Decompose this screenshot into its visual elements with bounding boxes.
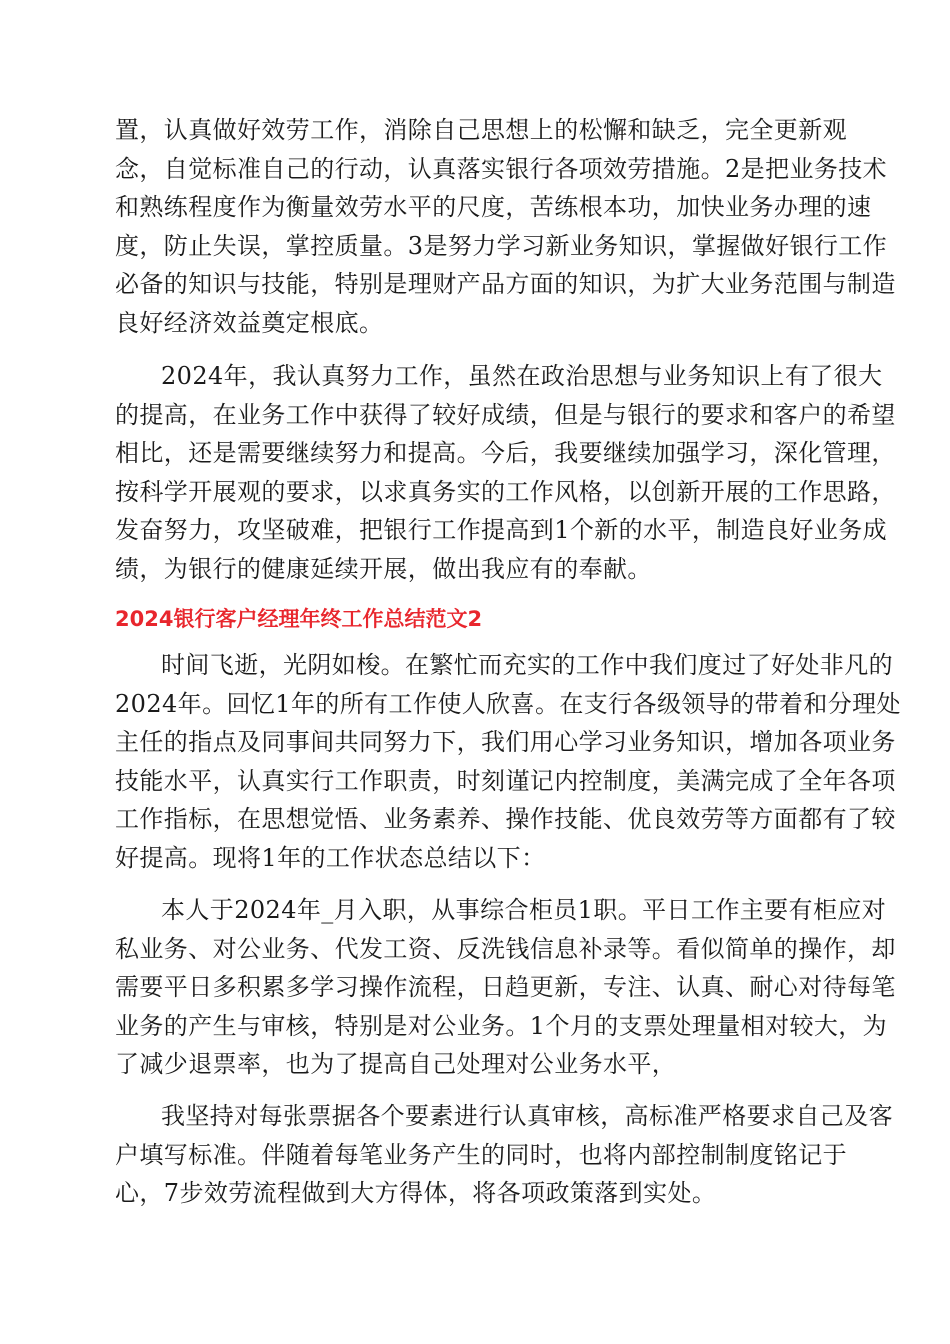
text-line: 我坚持对每张票据各个要素进行认真审核，高标准严格要求自己及客 [161,1102,893,1130]
text-line: 绩，为银行的健康延续开展，做出我应有的奉献。 [115,554,652,583]
text-line: 念，自觉标准自己的行动，认真落实银行各项效劳措施。2是把业务技术 [115,154,888,183]
section-heading: 2024银行客户经理年终工作总结范文2 [115,607,483,631]
paragraph-3 [115,646,901,878]
text-line: 2024年。回忆1年的所有工作使人欣喜。在支行各级领导的带着和分理处 [115,689,901,718]
text-line: 业务的产生与审核，特别是对公业务。1个月的支票处理量相对较大，为 [115,1011,888,1040]
text-line: 私业务、对公业务、代发工资、反洗钱信息补录等。看似简单的操作，却 [115,934,896,963]
text-line: 主任的指点及同事间共同努力下，我们用心学习业务知识，增加各项业务 [115,728,896,757]
text-line: 2024年，我认真努力工作，虽然在政治思想与业务知识上有了很大 [161,362,883,390]
text-line: 本人于2024年_月入职，从事综合柜员1职。平日工作主要有柜应对 [161,896,887,924]
paragraph-5 [115,1097,893,1213]
text-line: 户填写标准。伴随着每笔业务产生的同时，也将内部控制制度铭记于 [115,1140,847,1169]
text-line: 相比，还是需要继续努力和提高。今后，我要继续加强学习，深化管理， [115,439,896,468]
paragraph-2 [115,357,896,589]
paragraph-4 [115,891,896,1084]
text-line: 发奋努力，攻坚破难，把银行工作提高到1个新的水平，制造良好业务成 [115,516,888,545]
text-line: 度，防止失误，掌控质量。3是努力学习新业务知识，掌握做好银行工作 [115,231,888,260]
text-line: 需要平日多积累多学习操作流程，日趋更新，专注、认真、耐心对待每笔 [115,973,896,1002]
text-line: 时间飞逝，光阴如梭。在繁忙而充实的工作中我们度过了好处非凡的 [161,651,893,679]
text-line: 好提高。现将1年的工作状态总结以下： [115,843,546,872]
text-line: 按科学开展观的要求，以求真务实的工作风格，以创新开展的工作思路， [115,477,896,506]
text-line: 良好经济效益奠定根底。 [115,308,384,337]
text-line: 心，7步效劳流程做到大方得体，将各项政策落到实处。 [115,1179,717,1208]
text-line: 技能水平，认真实行工作职责，时刻谨记内控制度，美满完成了全年各项 [115,766,896,795]
text-line: 和熟练程度作为衡量效劳水平的尺度，苦练根本功，加快业务办理的速 [115,193,872,222]
text-line: 置，认真做好效劳工作，消除自己思想上的松懈和缺乏，完全更新观 [115,116,847,144]
text-line: 了减少退票率，也为了提高自己处理对公业务水平， [115,1050,677,1079]
text-line: 必备的知识与技能，特别是理财产品方面的知识，为扩大业务范围与制造 [115,270,896,299]
text-line: 工作指标，在思想觉悟、业务素养、操作技能、优良效劳等方面都有了较 [115,805,896,834]
text-line: 的提高，在业务工作中获得了较好成绩，但是与银行的要求和客户的希望 [115,400,896,429]
paragraph-1 [115,111,896,343]
